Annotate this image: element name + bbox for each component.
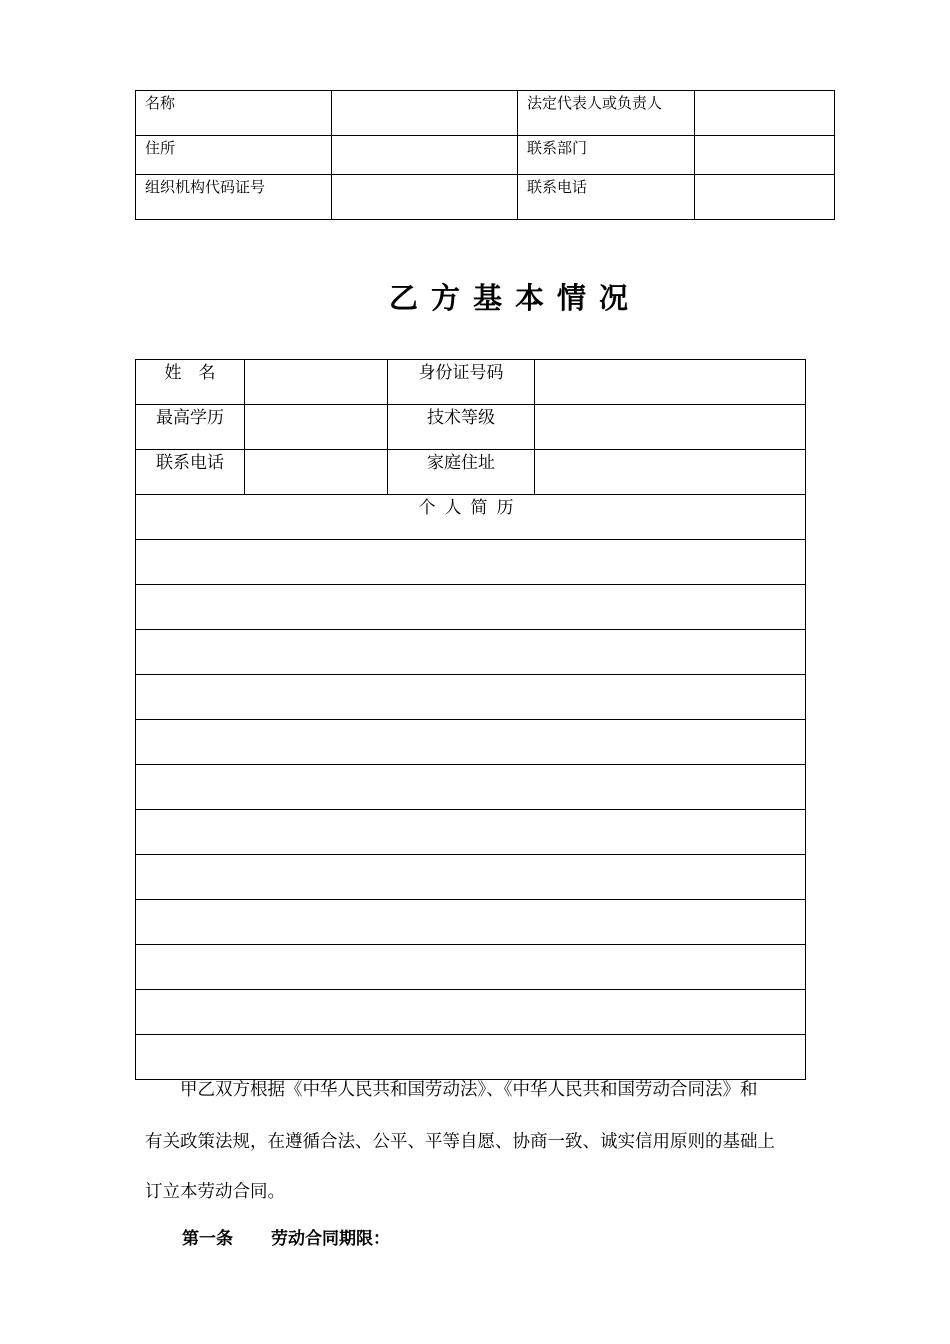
resume-line-field[interactable] (136, 855, 806, 900)
intro-paragraph-line-1: 甲乙双方根据《中华人民共和国劳动法》、《中华人民共和国劳动合同法》和 (180, 1080, 758, 1100)
resume-line-field[interactable] (136, 675, 806, 720)
resume-line (136, 720, 806, 765)
address-label: 住所 (136, 136, 332, 175)
legal-representative-field[interactable] (695, 91, 835, 136)
intro-paragraph-line-2: 有关政策法规，在遵循合法、公平、平等自愿、协商一致、诚实信用原则的基础上 (145, 1132, 775, 1152)
resume-line (136, 810, 806, 855)
table-row (136, 450, 806, 495)
resume-line-field[interactable] (136, 630, 806, 675)
employee-phone-label: 联系电话 (136, 450, 245, 495)
resume-line (136, 900, 806, 945)
resume-line (136, 585, 806, 630)
table-row (136, 136, 835, 175)
resume-line (136, 765, 806, 810)
party-b-section-title: 乙方基本情况 (388, 281, 641, 315)
employee-phone-field[interactable] (245, 450, 388, 495)
resume-header: 个人简历 (136, 495, 806, 540)
table-row (136, 405, 806, 450)
id-number-label: 身份证号码 (388, 360, 535, 405)
resume-line-field[interactable] (136, 990, 806, 1035)
name-label: 名称 (136, 91, 332, 136)
resume-line-field[interactable] (136, 810, 806, 855)
home-address-field[interactable] (535, 450, 806, 495)
table-row (136, 495, 806, 540)
intro-paragraph-line-3: 订立本劳动合同。 (145, 1182, 285, 1202)
table-row (136, 360, 806, 405)
party-b-info-table (135, 359, 806, 1080)
resume-line-field[interactable] (136, 720, 806, 765)
party-a-info-table (135, 90, 835, 220)
resume-line-field[interactable] (136, 540, 806, 585)
organization-code-label: 组织机构代码证号 (136, 175, 332, 220)
name-field[interactable] (332, 91, 518, 136)
resume-line-field[interactable] (136, 945, 806, 990)
resume-line (136, 945, 806, 990)
resume-line (136, 855, 806, 900)
resume-line (136, 540, 806, 585)
resume-line-field[interactable] (136, 1035, 806, 1080)
resume-line (136, 630, 806, 675)
resume-line (136, 1035, 806, 1080)
resume-line (136, 675, 806, 720)
article-one-heading (182, 1224, 390, 1249)
contact-department-field[interactable] (695, 136, 835, 175)
skill-level-label: 技术等级 (388, 405, 535, 450)
article-title: 劳动合同期限： (271, 1229, 390, 1249)
contact-department-label: 联系部门 (518, 136, 695, 175)
education-label: 最高学历 (136, 405, 245, 450)
address-field[interactable] (332, 136, 518, 175)
contact-phone-field[interactable] (695, 175, 835, 220)
skill-level-field[interactable] (535, 405, 806, 450)
resume-line-field[interactable] (136, 585, 806, 630)
contact-phone-label: 联系电话 (518, 175, 695, 220)
home-address-label: 家庭住址 (388, 450, 535, 495)
id-number-field[interactable] (535, 360, 806, 405)
table-row (136, 175, 835, 220)
resume-line-field[interactable] (136, 900, 806, 945)
legal-representative-label: 法定代表人或负责人 (518, 91, 695, 136)
article-number: 第一条 (182, 1229, 233, 1249)
resume-line (136, 990, 806, 1035)
organization-code-field[interactable] (332, 175, 518, 220)
employee-name-label: 姓 名 (136, 360, 245, 405)
education-field[interactable] (245, 405, 388, 450)
resume-line-field[interactable] (136, 765, 806, 810)
table-row (136, 91, 835, 136)
employee-name-field[interactable] (245, 360, 388, 405)
